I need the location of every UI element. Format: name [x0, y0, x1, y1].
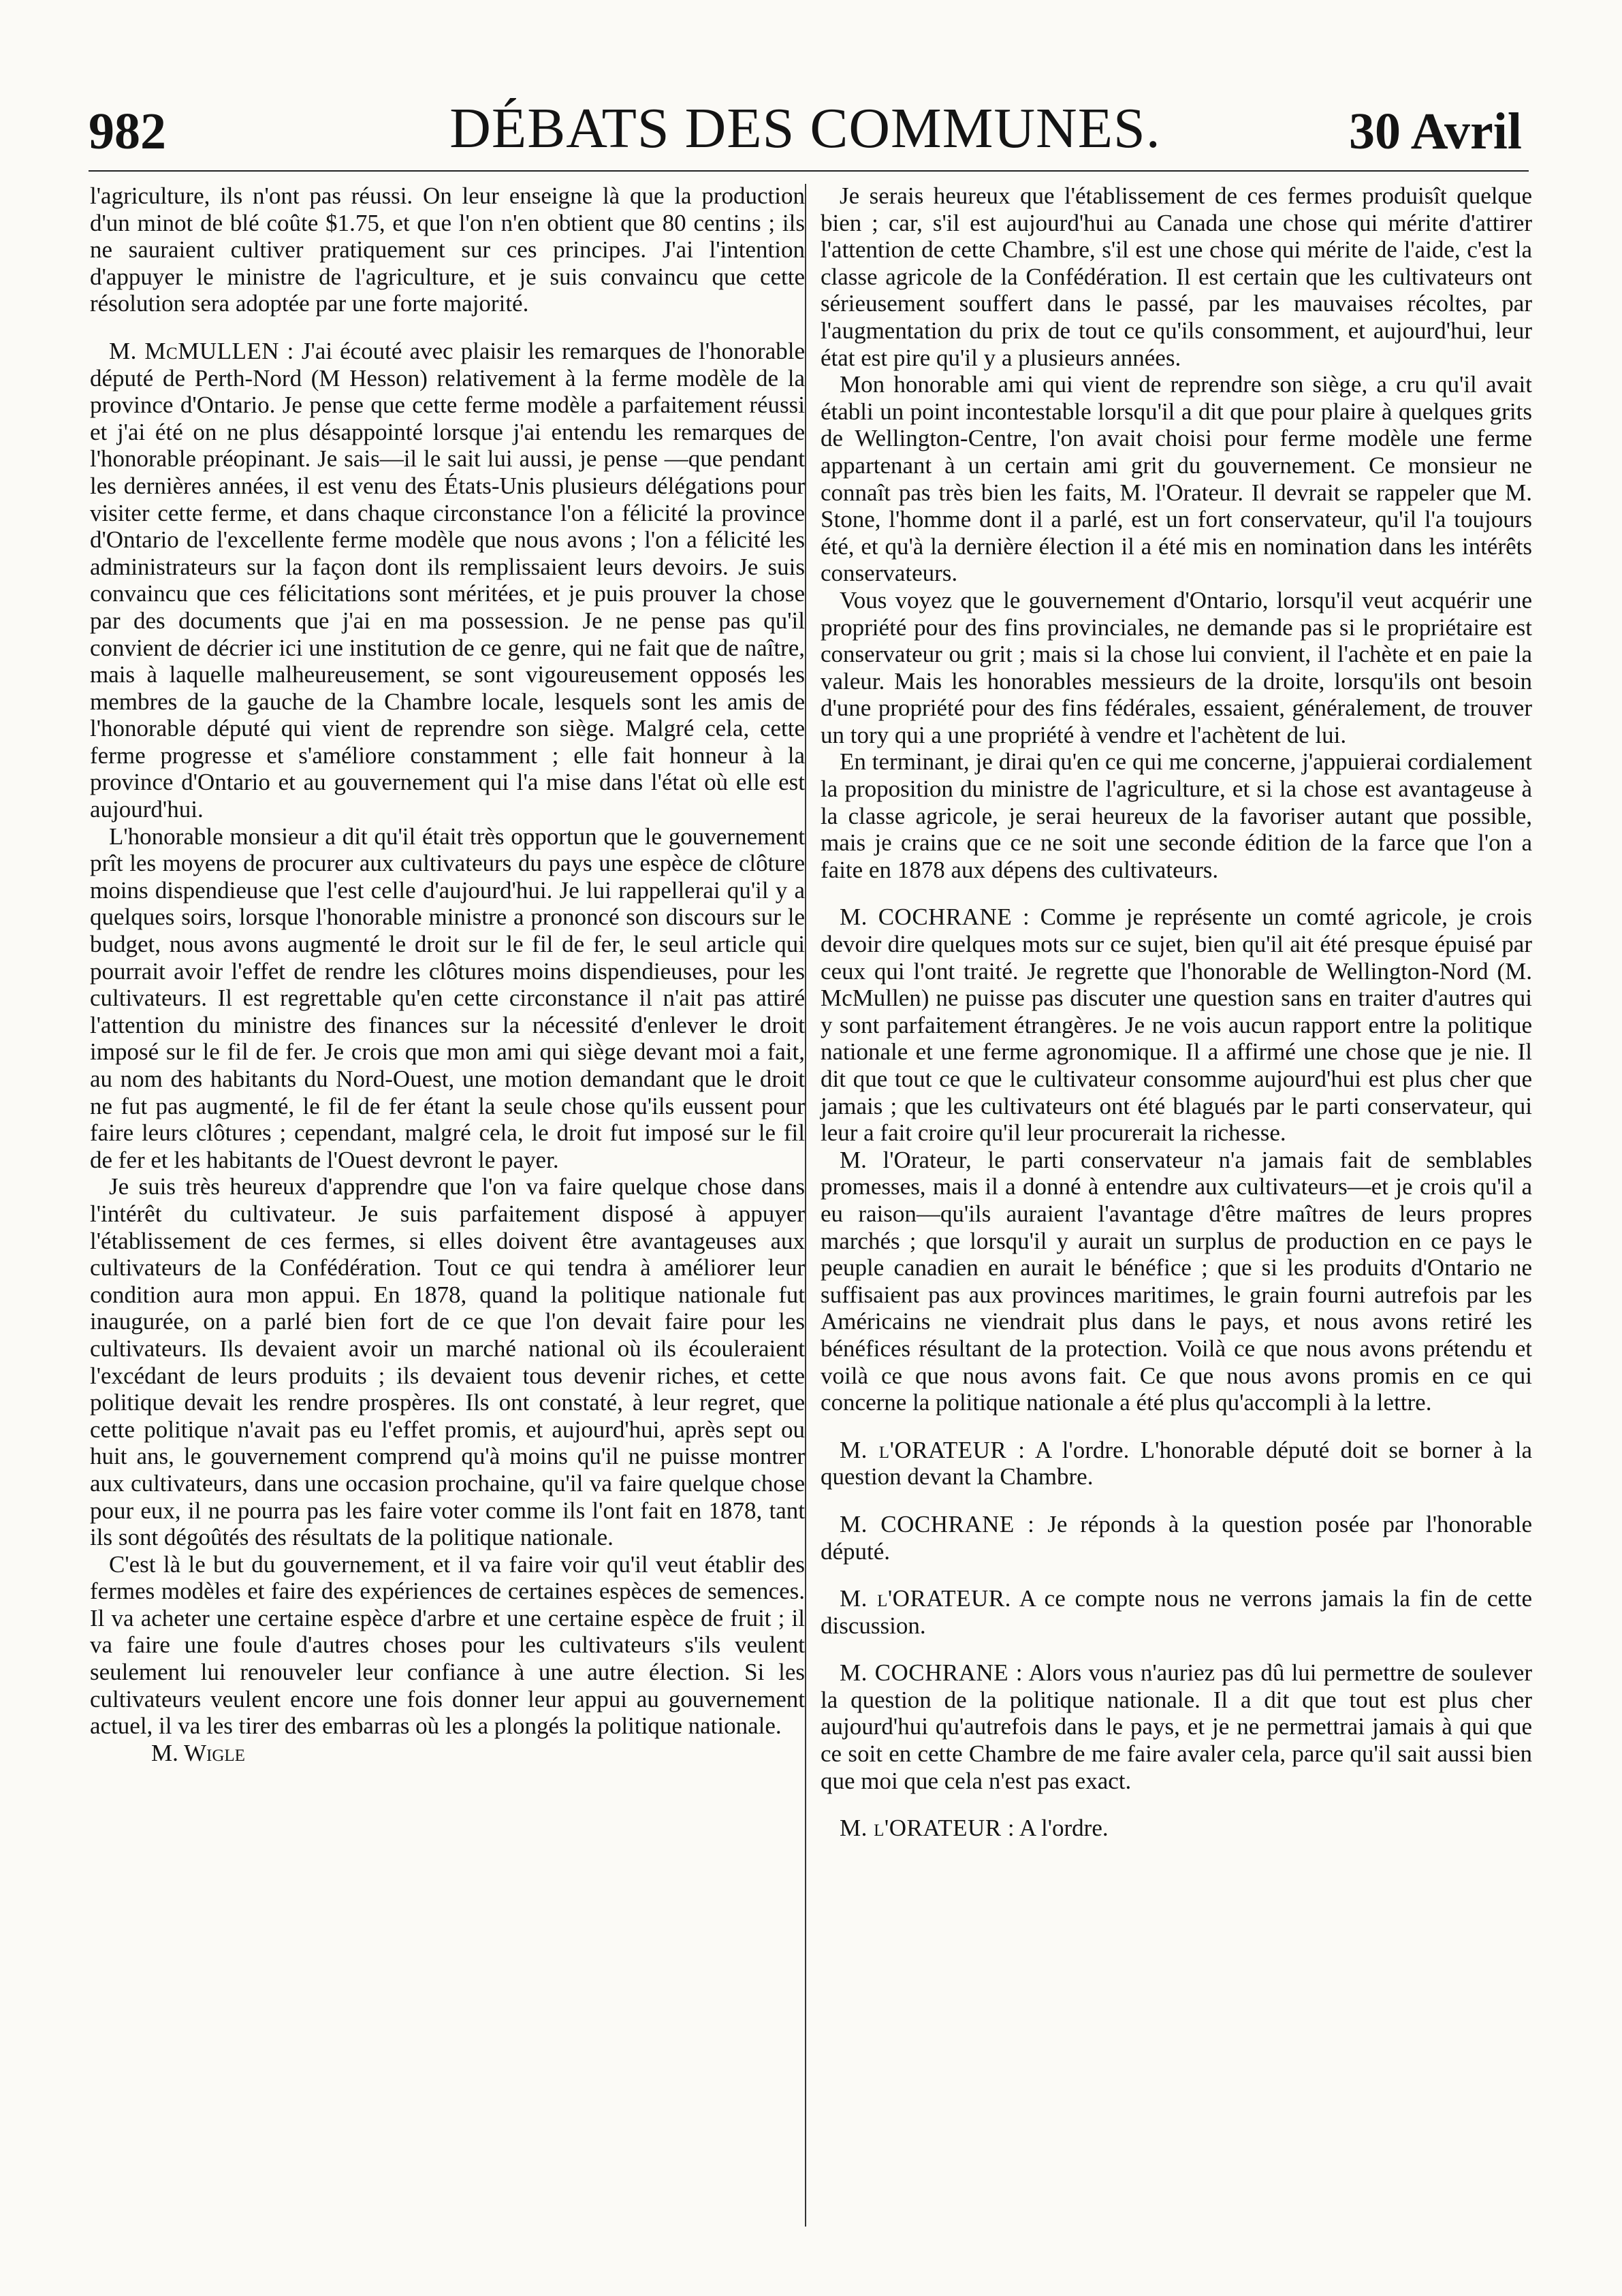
speaker-name: M. COCHRANE : [840, 1510, 1035, 1537]
paragraph: En terminant, je dirai qu'en ce qui me concerne, j'appuierai cordialement la proposition du ministre de l'agriculture, et si la chose est avantageuse à la classe agricole, je serai heureux de la favoriser autant que possible, mais je crains que ce ne soit une seconde édition de la farce que l'on a faite en 1878 aux dépens des cultivateurs. [821, 748, 1532, 883]
speech-paragraph [821, 1437, 1532, 1490]
speech-paragraph [821, 1511, 1532, 1565]
header-rule [89, 170, 1529, 172]
paragraph: Mon honorable ami qui vient de reprendre son siège, a cru qu'il avait établi un point incontestable lorsqu'il a dit que pour plaire à quelques grits de Wellington-Centre, l'on avait choisi pour ferme modèle une ferme appartenant à un certain ami grit du gouvernement. Ce monsieur ne connaît pas très bien les faits, M. l'Orateur. Il devrait se rappeler que M. Stone, l'homme dont il a parlé, est un fort conservateur, qu'il l'a toujours été, et qu'à la dernière élection il a été mis en nomination dans les intérêts conservateurs. [821, 371, 1532, 587]
speaker-name: M. COCHRANE : [840, 1659, 1023, 1687]
speaker-name: M. l'ORATEUR : [840, 1815, 1015, 1842]
column-divider [805, 184, 806, 2227]
left-column [90, 182, 805, 1766]
speech-text: Alors vous n'auriez pas dû lui permettre de soulever la question de la politique nationale. Il a dit que tout est plus cher aujourd'hui qu'autrefois dans le pays, et je ne permettrai jamais à qui que ce soit en cette Chambre de me faire avaler cela, parce qu'il sait aussi bien que moi que cela n'est pas exact. [821, 1659, 1532, 1794]
next-speaker-signature: M. Wigle [151, 1739, 245, 1766]
speech-text: A ce compte nous ne verrons jamais la fin de cette discussion. [821, 1585, 1532, 1639]
page-header [82, 92, 1529, 167]
speech-text: A l'ordre. [1015, 1815, 1109, 1842]
speaker-name: M. McMULLEN : [109, 337, 294, 364]
speech-paragraph [821, 1585, 1532, 1639]
paragraph: L'honorable monsieur a dit qu'il était très opportun que le gouvernement prît les moyens de procurer aux cultivateurs du pays une espèce de clôture moins dispendieuse que l'est celle d'aujourd'hui. Je lui rappellerai qu'il y a quelques soirs, lorsque l'honorable ministre a prononcé son discours sur le budget, nous avons augmenté le droit sur le fil de fer, le seul article qui pourrait avoir l'effet de rendre les clôtures moins dispendieuses, pour les cultivateurs. Il est regrettable qu'en cette circonstance il n'ait pas attiré l'attention du ministre des finances sur la nécessité d'enlever le droit imposé sur le fil de fer. Je crois que mon ami qui siège devant moi a fait, au nom des habitants du Nord-Ouest, une motion demandant que le droit ne fut pas augmenté, le fil de fer étant la seule chose qu'ils eussent pour faire leurs clôtures ; cependant, malgré cela, le droit fut imposé sur le fil de fer et les habitants de l'Ouest devront le payer. [90, 823, 805, 1173]
speaker-name: M. l'ORATEUR. [840, 1585, 1011, 1612]
continued-paragraph: l'agriculture, ils n'ont pas réussi. On leur enseigne là que la production d'un minot de blé coûte $1.75, et que l'on n'en obtient que 80 centins ; ils ne sauraient cultiver pratiquement sur ces principes. J'ai l'intention d'appuyer le ministre de l'agriculture, et je suis convaincu que cette résolution sera adoptée par une forte majorité. [90, 182, 805, 317]
paragraph: Vous voyez que le gouvernement d'Ontario, lorsqu'il veut acquérir une propriété pour des fins provinciales, ne demande pas si le propriétaire est conservateur ou grit ; mais si la chose lui convient, il l'achète et en paie la valeur. Mais les honorables messieurs de la droite, lorsqu'ils ont besoin d'une propriété pour des fins fédérales, essaient, généralement, de trouver un tory qui a une propriété à vendre et l'achètent de lui. [821, 586, 1532, 748]
paragraph: Je suis très heureux d'apprendre que l'on va faire quelque chose dans l'intérêt du cultivateur. Je suis parfaitement disposé à appuyer l'établissement de ces fermes, si elles doivent être avantageuses aux cultivateurs de la Confédération. Tout ce qui tendra à améliorer leur condition aura mon appui. En 1878, quand la politique nationale fut inaugurée, on a parlé bien fort de ce que l'on devait faire pour les cultivateurs. Ils devaient avoir un marché national où ils écouleraient l'excédant de leurs produits ; ils devaient tous devenir riches, et cette politique devait les rendre prospères. Ils ont constaté, à leur regret, que cette politique n'avait pas eu l'effet promis, et aujourd'hui, après sept ou huit ans, le gouvernement comprend qu'à moins qu'il ne puisse montrer aux cultivateurs, dans une occasion prochaine, qu'il va faire quelque chose pour eux, il ne pourra pas les faire voter comme ils l'ont fait en 1878, tant ils sont dégoûtés des résultats de la politique nationale. [90, 1173, 805, 1551]
speaker-name: M. COCHRANE : [840, 904, 1030, 931]
speech-text: Comme je représente un comté agricole, je crois devoir dire quelques mots sur ce sujet, bien qu'il ait été presque épuisé par ceux qui l'ont traité. Je regrette que l'honorable de Wellington-Nord (M. McMullen) ne puisse pas discuter une question sans en traiter d'autres qui y sont parfaitement étrangères. Je ne vois aucun rapport entre la politique nationale et une ferme agronomique. Il a affirmé une chose que je nie. Il dit que tout ce que le cultivateur consomme aujourd'hui est plus cher que jamais ; que les cultivateurs ont été blagués par le parti conservateur, qui leur a fait croire qu'il leur procurerait la richesse. [821, 904, 1532, 1147]
speech-paragraph [821, 904, 1532, 1146]
paragraph: Je serais heureux que l'établissement de ces fermes produisît quelque bien ; car, s'il est aujourd'hui au Canada une chose qui mérite d'attirer l'attention de cette Chambre, s'il est une chose qui mérite de l'aide, c'est la classe agricole de la Confédération. Il est certain que les cultivateurs ont sérieusement souffert dans le passé, par les mauvaises récoltes, par l'augmentation du prix de tout ce qu'ils consomment, et aujourd'hui, leur état est pire qu'il y a plusieurs années. [821, 182, 1532, 371]
right-column [821, 182, 1532, 1842]
paragraph: M. l'Orateur, le parti conservateur n'a jamais fait de semblables promesses, mais il a donné à entendre aux cultivateurs—et je crois qu'il a eu raison—qu'ils auraient l'avantage d'être maîtres de leurs propres marchés ; que lorsqu'il y aurait un surplus de production en ce pays le peuple canadien en aurait le bénéfice ; que si les produits d'Ontario ne suffisaient pas aux provinces maritimes, le grain fourni autrefois par les Américains ne viendrait plus dans le pays, et nous avons retiré les bénéfices résultant de la protection. Voilà ce que nous avons prétendu et voilà ce que nous avons fait. Ce que nous avons promis en ce qui concerne la politique nationale a été plus qu'accompli à la lettre. [821, 1146, 1532, 1416]
speaker-name: M. l'ORATEUR : [840, 1436, 1025, 1463]
speech-paragraph [821, 1815, 1532, 1842]
page-title: DÉBATS DES COMMUNES. [449, 97, 1161, 160]
speech-text: J'ai écouté avec plaisir les remarques de l'honorable député de Perth-Nord (M Hesson) relativement à la ferme modèle de la province d'Ontario. Je pense que cette ferme modèle a parfaitement réussi et j'ai été on ne plus désappointé lorsque j'ai entendu les remarques de l'honorable préopinant. Je sais—il le sait lui aussi, je pense —que pendant les dernières années, il est venu des États-Unis plusieurs délégations pour visiter cette ferme, et dans chaque circonstance l'on a félicité la province d'Ontario de l'excellente ferme modèle que nous avons ; l'on a félicité les administrateurs sur la façon dont ils remplissaient leurs devoirs. Je suis convaincu que ces félicitations sont méritées, et je puis prouver la chose par des documents que j'ai en ma possession. Je ne pense pas qu'il convient de décrier ici une institution de ce genre, qui ne fait que de naître, mais à laquelle malheureusement, se sont vigoureusement opposés les membres de la gauche de la Chambre locale, lesquels sont les amis de l'honorable député qui vient de reprendre son siège. Malgré cela, cette ferme progresse et s'améliore constamment ; elle fait honneur à la province d'Ontario et au gouvernement qui l'a mise dans l'état où elle est aujourd'hui. [90, 337, 805, 823]
speech-text: Je réponds à la question posée par l'honorable député. [821, 1510, 1532, 1565]
speech-text: A l'ordre. L'honorable député doit se borner à la question devant la Chambre. [821, 1436, 1532, 1490]
page-number: 982 [89, 103, 166, 160]
page-date: 30 Avril [1348, 103, 1522, 160]
paragraph: C'est là le but du gouvernement, et il va faire voir qu'il veut établir des fermes modèles et faire des expériences de certaines espèces de semences. Il va acheter une certaine espèce d'arbre et une certaine espèce de fruit ; il va faire une foule d'autres choses pour les cultivateurs s'ils veulent seulement lui renouveler leur confiance à une autre élection. Si les cultivateurs veulent encore une fois donner leur appui au gouvernement actuel, il va les tirer des embarras où les a plongés la politique nationale. [90, 1550, 805, 1740]
speech-paragraph [90, 338, 805, 823]
speech-paragraph [821, 1659, 1532, 1794]
